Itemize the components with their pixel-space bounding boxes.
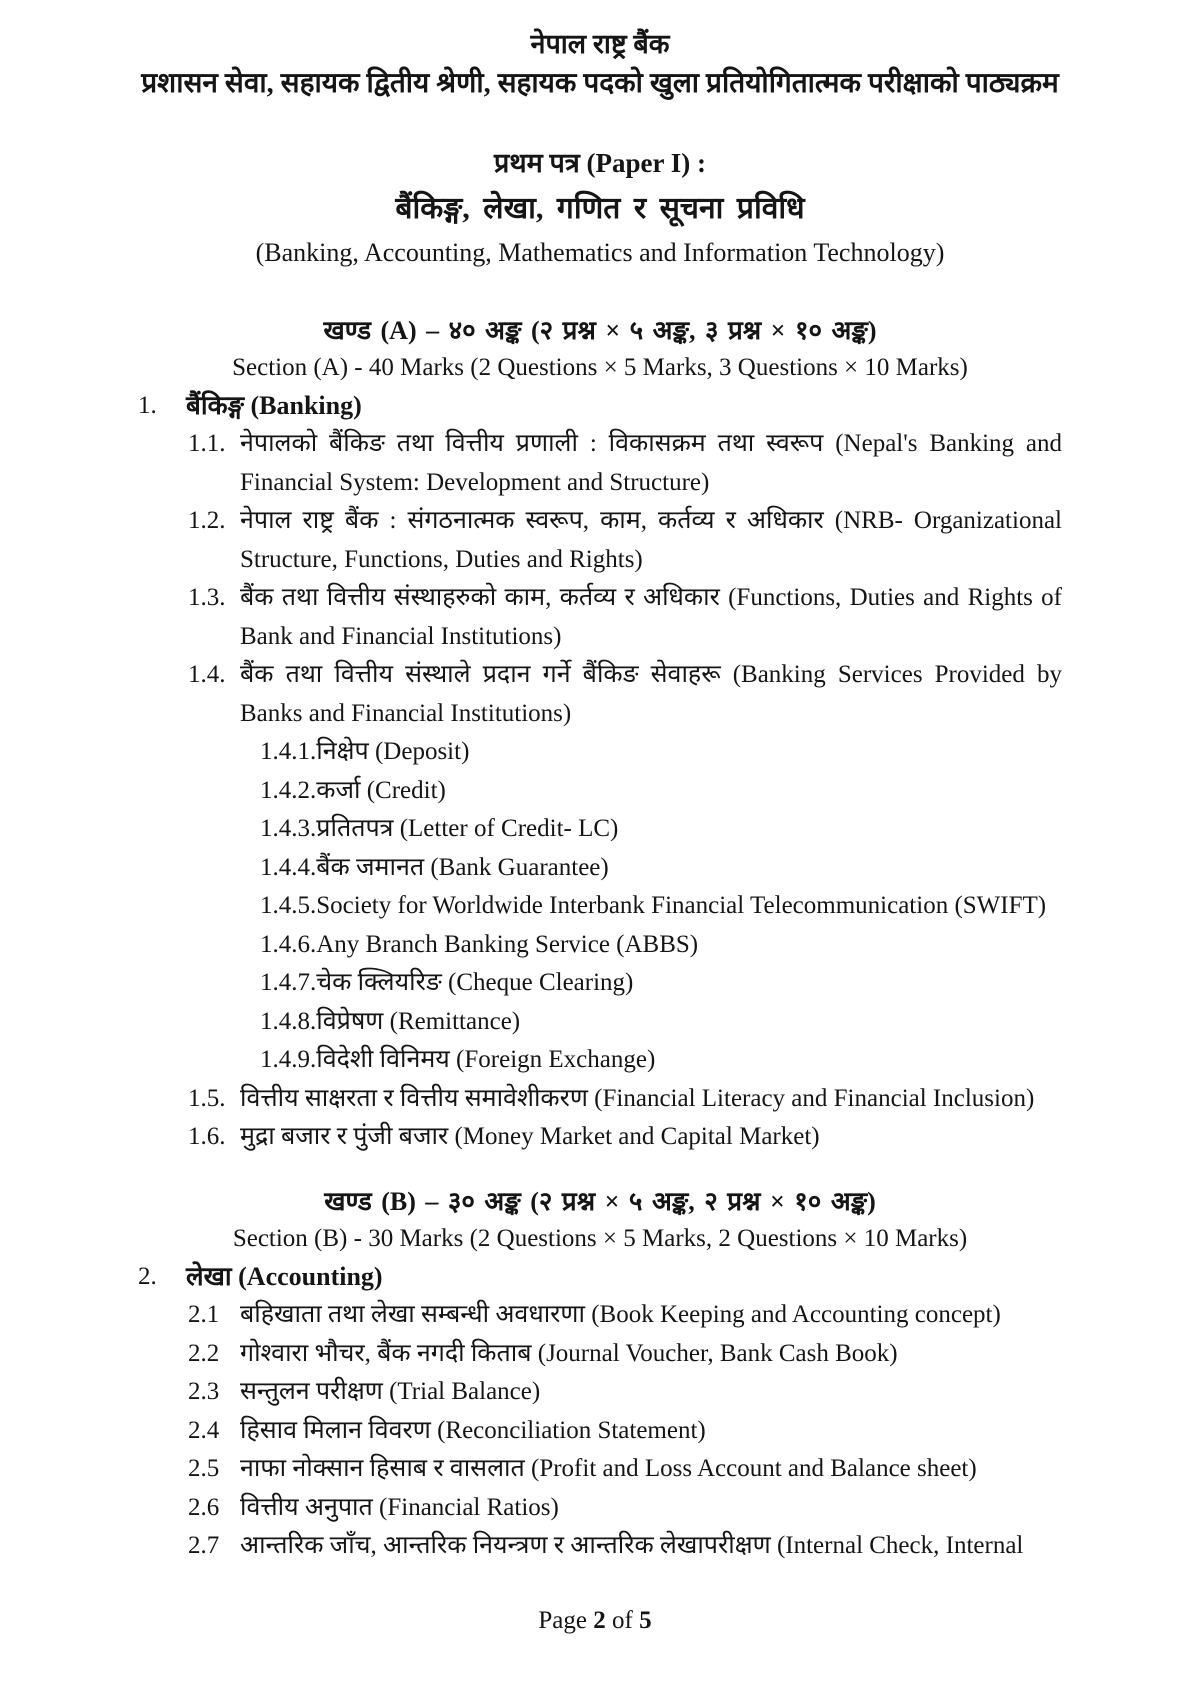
item-number: 2.1 [188,1301,220,1329]
list-item-1-4-2 [260,772,1062,811]
item-number: 1.4.2. [260,776,317,804]
item-number: 1.4.5. [260,892,317,920]
item-number: 2.3 [188,1378,220,1406]
item-number: 2.6 [188,1493,220,1521]
paper-subjects-nepali: बैंकिङ्ग, लेखा, गणित र सूचना प्रविधि [395,191,805,225]
list-item-1-2 [188,502,1062,579]
item-text: विदेशी विनिमय (Foreign Exchange) [316,1046,656,1074]
document-header [138,26,1062,272]
item-number: 1.2. [188,507,226,535]
list-item-1-3 [188,579,1062,656]
item-text: मुद्रा बजार र पुंजी बजार (Money Market and Capital Market) [240,1123,820,1151]
list-item-1-4-7 [260,964,1062,1003]
exam-title: प्रशासन सेवा, सहायक द्वितीय श्रेणी, सहायक पदको खुला प्रतियोगितात्मक परीक्षाको पाठ्यक्रम [141,68,1059,100]
item-text: कर्जा (Credit) [316,776,446,804]
section-a [138,312,1062,1157]
item-number: 1.5. [188,1084,226,1112]
item-text: गोश्वारा भौचर, बैंक नगदी किताब (Journal Voucher, Bank Cash Book) [240,1339,898,1367]
item-number: 1.4.8. [260,1007,317,1035]
list-item-1-1 [188,425,1062,502]
section-b [138,1183,1062,1566]
item-number: 2.7 [188,1532,220,1560]
item-text: बैंक तथा वित्तीय संस्थाहरुको काम, कर्तव्य र अधिकार (Functions, Duties and Rights of Bank and Financial Institutions) [240,584,1062,650]
topic-title: लेखा (Accounting) [186,1261,383,1291]
list-item-1-4-3 [260,810,1062,849]
item-number: 1.4. [188,661,226,689]
topic-accounting [138,1258,1062,1296]
list-item-1-4-5 [260,887,1062,926]
list-item-2-1 [188,1296,1062,1335]
item-number: 1.6. [188,1123,226,1151]
item-text: नाफा नोक्सान हिसाब र वासलात (Profit and Loss Account and Balance sheet) [240,1455,977,1483]
list-item-1-6 [188,1118,1062,1157]
topic-number: 1. [138,391,157,419]
paper-subjects-english: (Banking, Accounting, Mathematics and Information Technology) [255,238,945,268]
item-text: नेपालको बैंकिङ तथा वित्तीय प्रणाली : विकासक्रम तथा स्वरूप (Nepal's Banking and Financial System: Development and Structure) [240,430,1062,496]
list-item-2-4 [188,1412,1062,1451]
list-item-2-7 [188,1527,1062,1566]
item-number: 2.4 [188,1416,220,1444]
list-item-1-4-8 [260,1003,1062,1042]
item-number: 1.4.1. [260,738,317,766]
topic-title: बैंकिङ्ग (Banking) [186,390,362,420]
section-a-heading-nepali: खण्ड (A) – ४० अङ्क (२ प्रश्न × ५ अङ्क, ३ प्रश्न × १० अङ्क) [323,315,877,345]
item-text: सन्तुलन परीक्षण (Trial Balance) [240,1378,541,1406]
item-text: हिसाव मिलान विवरण (Reconciliation Statement) [240,1416,706,1444]
section-b-heading-nepali: खण्ड (B) – ३० अङ्क (२ प्रश्न × ५ अङ्क, २ प्रश्न × १० अङ्क) [324,1186,876,1216]
page-word: Page [538,1607,588,1634]
item-text: विप्रेषण (Remittance) [316,1007,521,1035]
item-text: वित्तीय अनुपात (Financial Ratios) [240,1493,559,1521]
total-pages: 5 [639,1607,652,1634]
list-item-2-6 [188,1489,1062,1528]
topic-banking [138,387,1062,425]
item-text: Society for Worldwide Interbank Financial Telecommunication (SWIFT) [316,892,1047,920]
item-text: बहिखाता तथा लेखा सम्बन्धी अवधारणा (Book Keeping and Accounting concept) [240,1301,1001,1329]
item-text: बैंक तथा वित्तीय संस्थाले प्रदान गर्ने बैंकिङ सेवाहरू (Banking Services Provided by Banks and Financial Institutions) [240,661,1062,727]
section-b-heading-english: Section (B) - 30 Marks (2 Questions × 5 Marks, 2 Questions × 10 Marks) [232,1225,968,1253]
section-a-heading-english: Section (A) - 40 Marks (2 Questions × 5 Marks, 3 Questions × 10 Marks) [232,354,968,382]
list-item-1-4-6 [260,926,1062,965]
item-text: चेक क्लियरिङ (Cheque Clearing) [316,969,634,997]
item-number: 1.4.3. [260,815,317,843]
item-number: 1.3. [188,584,226,612]
list-item-1-4-1 [260,733,1062,772]
list-item-1-5 [188,1080,1062,1119]
page-number: 2 [593,1607,606,1634]
item-text: नेपाल राष्ट्र बैंक : संगठनात्मक स्वरूप, काम, कर्तव्य र अधिकार (NRB- Organizational Structure, Functions, Duties and Rights) [240,507,1062,573]
item-number: 1.4.4. [260,853,317,881]
list-item-1-4 [188,656,1062,733]
item-number: 1.4.7. [260,969,317,997]
list-item-2-5 [188,1450,1062,1489]
of-word: of [612,1607,633,1634]
item-text: निक्षेप (Deposit) [316,738,470,766]
page-footer [0,1607,1190,1635]
list-item-1-4-4 [260,849,1062,888]
topic-number: 2. [138,1262,157,1290]
item-text: बैंक जमानत (Bank Guarantee) [316,853,609,881]
item-text: प्रतितपत्र (Letter of Credit- LC) [316,815,619,843]
item-text: वित्तीय साक्षरता र वित्तीय समावेशीकरण (Financial Literacy and Financial Inclusion) [240,1084,1035,1112]
item-text: आन्तरिक जाँच, आन्तरिक नियन्त्रण र आन्तरिक लेखापरीक्षण (Internal Check, Internal [240,1532,1024,1560]
item-number: 2.5 [188,1455,220,1483]
item-number: 1.1. [188,430,226,458]
item-number: 2.2 [188,1339,220,1367]
item-text: Any Branch Banking Service (ABBS) [316,930,699,958]
list-item-1-4-9 [260,1041,1062,1080]
item-number: 1.4.6. [260,930,317,958]
item-number: 1.4.9. [260,1046,317,1074]
paper-heading: प्रथम पत्र (Paper I) : [494,147,706,178]
list-item-2-3 [188,1373,1062,1412]
organization-name: नेपाल राष्ट्र बैंक [530,29,670,59]
list-item-2-2 [188,1335,1062,1374]
